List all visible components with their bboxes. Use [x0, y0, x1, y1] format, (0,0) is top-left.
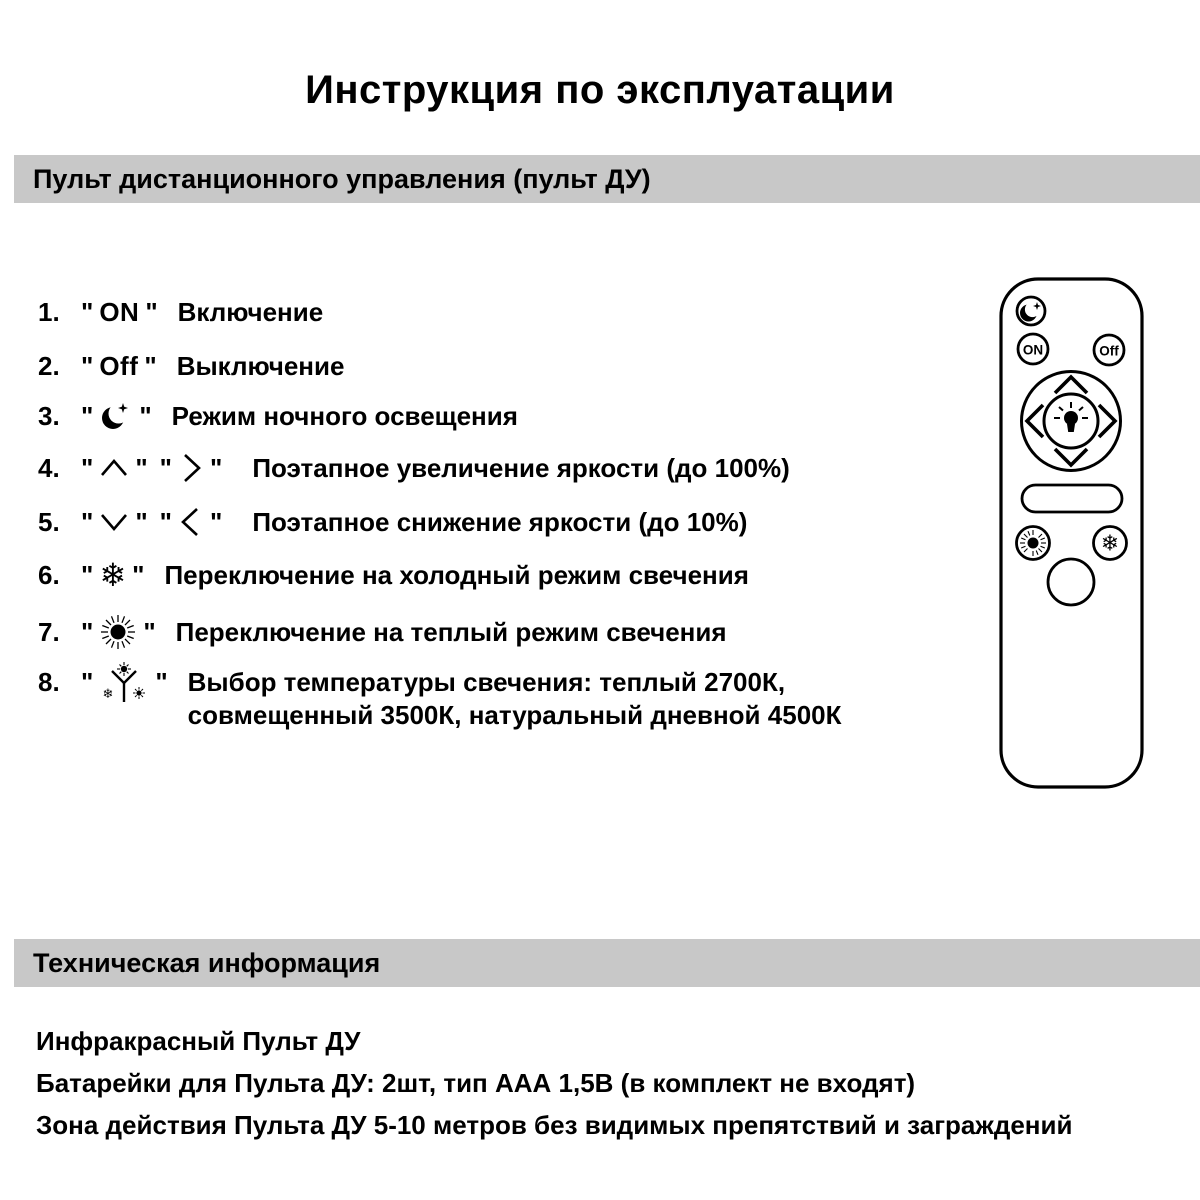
list-item-night-mode [38, 399, 518, 433]
page-title: Инструкция по эксплуатации [305, 68, 895, 112]
remote-on-label: ON [1022, 342, 1044, 358]
quote-mark: " [135, 453, 148, 483]
item-description: Включение [177, 297, 324, 327]
item-number: 5. [38, 507, 60, 537]
list-item-cold-mode [38, 556, 749, 594]
quote-mark: " [144, 351, 157, 381]
temperature-select-icon [99, 660, 149, 710]
item-description: Переключение на холодный режим свечения [164, 560, 749, 590]
item-number: 4. [38, 453, 60, 483]
chevron-right-icon [178, 452, 204, 484]
quote-mark: " [139, 401, 152, 431]
chevron-up-icon [99, 454, 129, 482]
quote-mark: " [81, 297, 94, 327]
moon-icon [99, 399, 133, 433]
quote-mark: " [81, 560, 94, 590]
item-description: Выключение [176, 351, 345, 381]
quote-mark: " [209, 453, 223, 483]
tech-info-line: Батарейки для Пульта ДУ: 2шт, тип ААА 1,5В (в комплект не входят) [36, 1068, 916, 1098]
section-header-tech-label: Техническая информация [33, 947, 381, 978]
quote-mark: " [135, 507, 148, 537]
quote-mark: " [81, 401, 94, 431]
item-description-line2: совмещенный 3500К, натуральный дневной 4500К [187, 700, 842, 730]
quote-mark: " [81, 507, 94, 537]
quote-mark: " [81, 453, 94, 483]
quote-mark: " [81, 351, 94, 381]
chevron-down-icon [99, 508, 129, 536]
quote-mark: " [143, 617, 156, 647]
item-number: 7. [38, 617, 60, 647]
list-item-temperature-select [38, 666, 841, 732]
section-header-remote-label: Пульт дистанционного управления (пульт ДУ) [33, 163, 651, 194]
remote-off-label: Off [1099, 343, 1119, 359]
list-item-brightness-down [38, 506, 747, 538]
remote-warm-button [1017, 527, 1050, 560]
item-description: Режим ночного освещения [171, 401, 518, 431]
tech-info-line: Инфракрасный Пульт ДУ [36, 1026, 361, 1056]
section-header-remote [14, 155, 1200, 203]
quote-mark: " [209, 507, 223, 537]
sun-icon [99, 613, 137, 651]
quote-mark: " [155, 667, 168, 697]
remote-control-drawing [997, 276, 1147, 792]
list-item-on [38, 296, 323, 328]
quote-mark: " [159, 453, 172, 483]
item-number: 8. [38, 667, 60, 697]
quote-mark: " [132, 560, 145, 590]
on-label: ON [99, 297, 140, 327]
list-item-brightness-up [38, 452, 790, 484]
svg-text:❄: ❄ [102, 687, 114, 702]
item-number: 1. [38, 297, 60, 327]
list-item-off [38, 350, 344, 382]
quote-mark: " [81, 667, 94, 697]
quote-mark: " [145, 297, 158, 327]
snowflake-icon: ❄ [1100, 531, 1120, 557]
item-number: 2. [38, 351, 60, 381]
quote-mark: " [81, 617, 94, 647]
off-label: Off [99, 351, 139, 381]
snowflake-icon: ❄ [99, 556, 127, 594]
quote-mark: " [159, 507, 172, 537]
item-description: Переключение на теплый режим свечения [175, 617, 727, 647]
section-header-tech [14, 939, 1200, 987]
item-description-line1: Выбор температуры свечения: теплый 2700К, [187, 667, 786, 697]
item-number: 3. [38, 401, 60, 431]
chevron-left-icon [178, 506, 204, 538]
item-description: Поэтапное снижение яркости (до 10%) [252, 507, 748, 537]
tech-info-line: Зона действия Пульта ДУ 5-10 метров без видимых препятствий и заграждений [36, 1110, 1073, 1140]
item-description: Поэтапное увеличение яркости (до 100%) [252, 453, 790, 483]
list-item-warm-mode [38, 613, 727, 651]
item-number: 6. [38, 560, 60, 590]
item-description [188, 666, 842, 732]
